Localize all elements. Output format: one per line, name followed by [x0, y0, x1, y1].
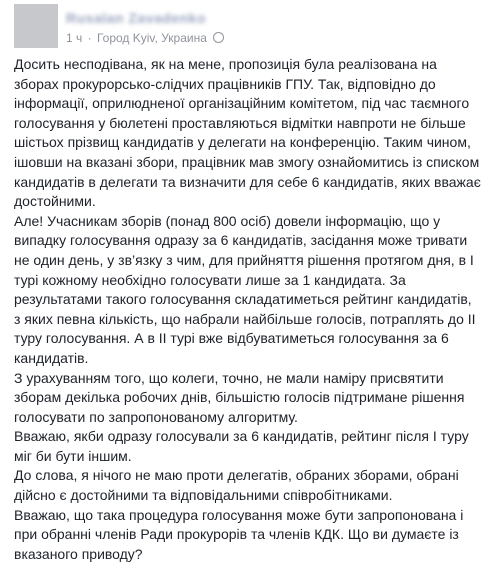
post-body [14, 55, 484, 564]
globe-icon [213, 32, 224, 43]
post-paragraph: Вважаю, що така процедура голосування може бути запропонована і при обранні членів Ради прокурорів та членів КДК. Що ви думаєте із вказаного приводу? [14, 506, 464, 562]
post-location[interactable]: Город Kyiv, Украина [96, 31, 207, 45]
avatar[interactable] [14, 4, 58, 48]
post-paragraph: Досить несподівана, як на мене, пропозиція була реалізована на зборах прокурорсько-слідчих працівників ГПУ. Так, відповідно до інформації, оприлюдненої організаційним комітетом, під час таємного голосування у бюлетені проставляються відмітки навпроти не більше шістьох прізвищ кандидатів у делегати на конференцію. Таким чином, ішовши на вказані збори, працівник мав змогу ознайомитись із списком кандидатів в делегати та визначити для себе 6 кандидатів, яких вважає достойними. [14, 56, 481, 210]
post-paragraph: До слова, я нічого не маю проти делегатів, обраних зборами, обрані дійсно є достойними та відповідальними співробітниками. [14, 467, 459, 504]
post-paragraph: З урахуванням того, що колеги, точно, не мали наміру присвятити зборам декілька робочих днів, більшістю голосів підтримане рішення голосувати по запропонованому алгоритму. [14, 369, 465, 425]
post-meta [66, 31, 224, 45]
post-header [14, 4, 484, 48]
post-paragraph: Але! Учасникам зборів (понад 800 осіб) довели інформацію, що у випадку голосування одразу за 6 кандидатів, засідання може тривати не один день, у зв’язку з чим, для прийняття рішення протягом дня, в І турі кожному необхідно голосувати лише за 1 кандидата. За результатами такого голосування складатиметься рейтинг кандидатів, з яких певна кількість, що набрали найбільше голосів, потраплять до ІІ туру голосування. А в ІІ турі вже відбуватиметься голосування за 6 кандидатів. [14, 212, 476, 366]
meta-separator: · [87, 31, 92, 45]
post-paragraph: Вважаю, якби одразу голосували за 6 кандидатів, рейтинг після І туру міг би бути іншим. [14, 428, 469, 464]
post-time[interactable]: 1 ч [66, 31, 83, 45]
author-name[interactable]: Rusalan Zavadenko [66, 10, 206, 26]
